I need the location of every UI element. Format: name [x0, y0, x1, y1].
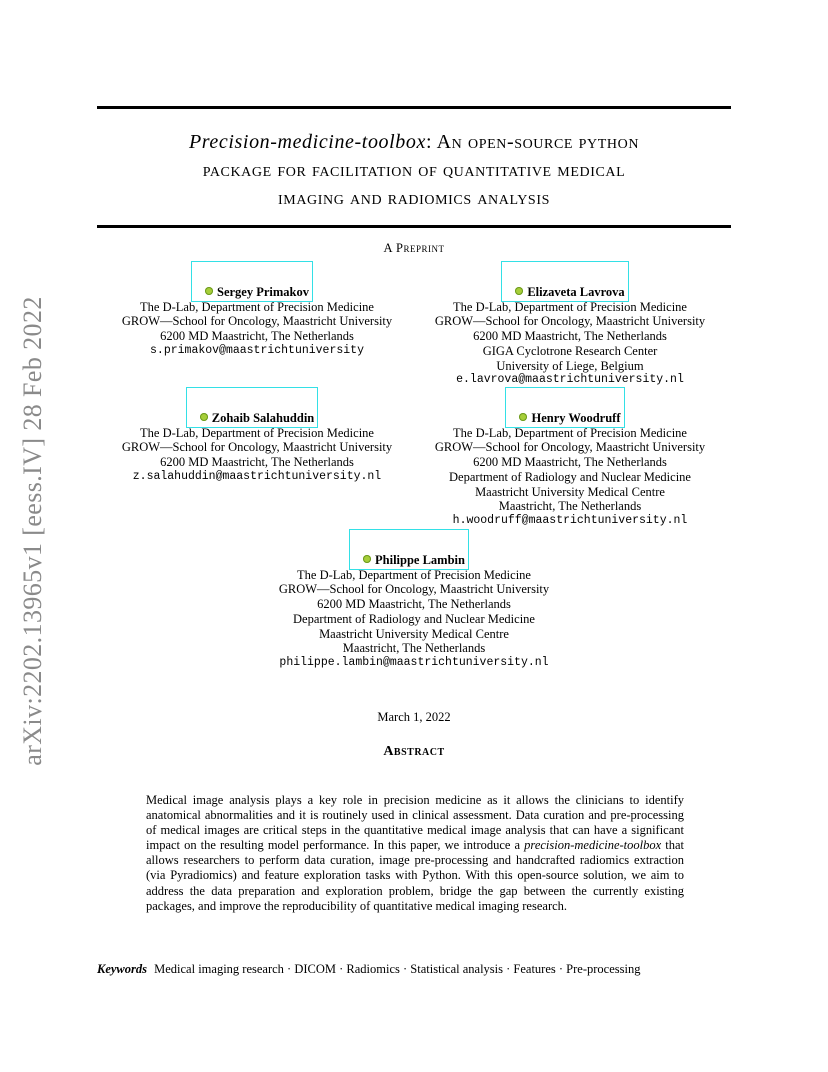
affiliation-line: Maastricht University Medical Centre	[475, 484, 665, 499]
affiliation-line: GIGA Cyclotrone Research Center	[482, 343, 658, 358]
affiliation-line: GROW—School for Oncology, Maastricht University	[434, 440, 706, 455]
affiliation-line: The D-Lab, Department of Precision Medicine	[297, 567, 531, 582]
affiliation-line: 6200 MD Maastricht, The Netherlands	[160, 329, 354, 344]
author-name: Henry Woodruff	[531, 411, 621, 425]
abstract-body	[146, 793, 684, 914]
keywords-text: Medical imaging research · DICOM · Radiomics · Statistical analysis · Features · Pre-processing	[154, 962, 641, 976]
arxiv-sidebar-stamp: arXiv:2202.13965v1 [eess.IV] 28 Feb 2022	[18, 296, 47, 766]
author-block	[254, 553, 574, 671]
author-name-link[interactable]	[515, 285, 624, 300]
paper-title	[97, 128, 731, 212]
author-name: Sergey Primakov	[217, 285, 309, 299]
author-name: Elizaveta Lavrova	[527, 285, 625, 299]
title-line2: package for facilitation of quantitative medical	[202, 159, 626, 181]
author-name: Philippe Lambin	[375, 553, 465, 567]
affiliation-line: 6200 MD Maastricht, The Netherlands	[473, 455, 667, 470]
title-italic: Precision-medicine-toolbox	[188, 131, 426, 153]
abstract-toolbox-name: precision-medicine-toolbox	[524, 838, 662, 853]
affiliation-line: 6200 MD Maastricht, The Netherlands	[473, 329, 667, 344]
author-link-box	[501, 261, 628, 302]
affiliation-line: GROW—School for Oncology, Maastricht University	[121, 440, 393, 455]
affiliation-line: GROW—School for Oncology, Maastricht University	[121, 314, 393, 329]
author-email[interactable]: e.lavrova@maastrichtuniversity.nl	[456, 373, 684, 387]
author-name-link[interactable]	[200, 411, 315, 426]
publication-date: March 1, 2022	[377, 710, 451, 724]
author-link-box	[349, 529, 469, 570]
author-email[interactable]: z.salahuddin@maastrichtuniversity.nl	[132, 469, 382, 483]
affiliation-line: University of Liege, Belgium	[496, 358, 644, 373]
abstract-text-end: that allows researchers to perform data curation, image pre-processing and handcrafted radiomics extraction (via Pyradiomics) and feature exploration tasks with Python. With this open-source solution, we aim to address the data preparation and exploration problem, bridge the gap between the currently existing packages, and improve the reproducibility of quantitative medical imaging research.	[146, 838, 684, 913]
affiliation-line: GROW—School for Oncology, Maastricht University	[434, 314, 706, 329]
author-link-box	[191, 261, 313, 302]
affiliation-line: The D-Lab, Department of Precision Medicine	[140, 425, 374, 440]
abstract-heading: Abstract	[383, 744, 445, 759]
author-block	[97, 411, 417, 485]
author-email[interactable]: s.primakov@maastrichtuniversity	[150, 343, 364, 357]
affiliation-line: The D-Lab, Department of Precision Medicine	[140, 299, 374, 314]
affiliation-line: 6200 MD Maastricht, The Netherlands	[160, 455, 354, 470]
author-block	[410, 411, 730, 529]
affiliation-line: Maastricht University Medical Centre	[319, 626, 509, 641]
author-block	[410, 285, 730, 388]
abstract-text-start: Medical image analysis plays a key role in precision medicine as it allows the clinicians to identify anatomical abnormalities and it is routinely used in clinical assessment. Data curation and pre-processing of medical images are critical steps in the quantitative medical image analysis that can have a significant impact on the resulting model performance. In this paper, we introduce a	[146, 793, 684, 853]
author-email[interactable]: h.woodruff@maastrichtuniversity.nl	[452, 513, 688, 527]
title-rule-top	[97, 106, 731, 109]
affiliation-line: The D-Lab, Department of Precision Medicine	[453, 299, 687, 314]
affiliation-line: Maastricht, The Netherlands	[498, 499, 642, 514]
author-link-box	[505, 387, 624, 428]
title-line3: imaging and radiomics analysis	[278, 187, 550, 209]
affiliation-line: 6200 MD Maastricht, The Netherlands	[317, 597, 511, 612]
affiliation-line: Maastricht, The Netherlands	[342, 641, 486, 656]
preprint-label: A Preprint	[383, 241, 445, 255]
affiliation-line: GROW—School for Oncology, Maastricht University	[278, 582, 550, 597]
author-name-link[interactable]	[519, 411, 620, 426]
author-name: Zohaib Salahuddin	[211, 411, 315, 425]
affiliation-line: Department of Radiology and Nuclear Medicine	[449, 469, 691, 484]
author-name-link[interactable]	[363, 553, 465, 568]
keywords-line	[97, 962, 737, 977]
affiliation-line: Department of Radiology and Nuclear Medicine	[293, 611, 535, 626]
author-link-box	[186, 387, 319, 428]
title-line1-rest: : An open-source python	[425, 131, 640, 153]
author-name-link[interactable]	[205, 285, 309, 300]
author-email[interactable]: philippe.lambin@maastrichtuniversity.nl	[279, 655, 549, 669]
author-block	[97, 285, 417, 359]
affiliation-line: The D-Lab, Department of Precision Medicine	[453, 425, 687, 440]
keywords-label: Keywords	[97, 962, 147, 976]
title-rule-bottom	[97, 225, 731, 228]
